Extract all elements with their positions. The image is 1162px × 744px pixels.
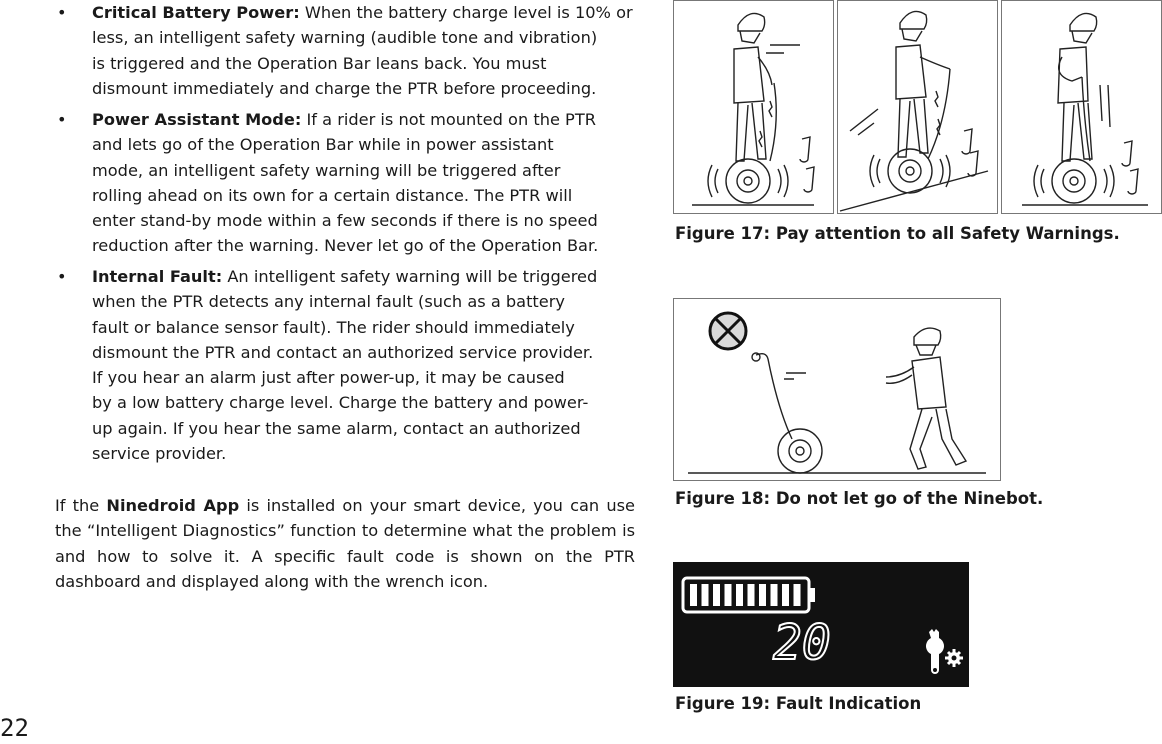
bullet-term: Critical Battery Power:: [92, 3, 300, 22]
bullet-line: When the battery charge level is 10% or: [304, 3, 633, 22]
bullet-dot: •: [57, 110, 67, 129]
paragraph-prefix: If the: [55, 496, 107, 516]
bullet-line: rolling ahead on its own for a certain distance. The PTR will: [92, 185, 573, 205]
bullet-line: If a rider is not mounted on the PTR: [306, 110, 596, 129]
gear-icon: [945, 649, 963, 667]
bullet-line: dismount the PTR and contact an authorized service provider.: [92, 342, 594, 362]
battery-segment: [725, 584, 732, 606]
figure-17-panel-3: [1001, 0, 1162, 214]
battery-segment: [736, 584, 743, 606]
battery-indicator: [683, 578, 815, 612]
bullet-line: when the PTR detects any internal fault (such as a battery: [92, 292, 565, 312]
bullet-line: enter stand-by mode within a few seconds if there is no speed: [92, 211, 598, 231]
figure-17-panel-1: [673, 0, 834, 214]
wrench-icon: [926, 629, 944, 674]
bullet-line: An intelligent safety warning will be triggered: [227, 267, 598, 286]
battery-segments: [690, 584, 801, 606]
battery-segment: [713, 584, 720, 606]
bullet-dot: •: [57, 3, 67, 22]
rider-leaning-back-illustration: [1002, 1, 1161, 213]
bullet-line: If you hear an alarm just after power-up, it may be caused: [92, 368, 565, 388]
page-number: 22: [0, 714, 29, 742]
paragraph-suffix: is installed on your smart device, you can use the “Intelligent Diagnostics” function to determine what the problem is and how to solve it. A specific fault code is shown on the PTR dashboard and displayed along with the wrench icon.: [55, 496, 636, 592]
bullet-line: is triggered and the Operation Bar leans back. You must: [92, 53, 547, 73]
battery-segment: [748, 584, 755, 606]
figure-18: [673, 298, 1001, 481]
bullet-dot: •: [57, 267, 67, 286]
battery-segment: [771, 584, 778, 606]
battery-segment: [794, 584, 801, 606]
figure-17-caption: Figure 17: Pay attention to all Safety Warnings.: [675, 224, 1120, 243]
app-name: Ninedroid App: [106, 496, 240, 516]
bullet-line: by a low battery charge level. Charge the battery and power-: [92, 393, 589, 413]
bullet-critical-battery: [55, 0, 672, 101]
bullet-line: fault or balance sensor fault). The rider should immediately: [92, 317, 575, 337]
bullet-line: and lets go of the Operation Bar while in power assistant: [92, 135, 554, 155]
battery-segment: [690, 584, 697, 606]
bullet-line: mode, an intelligent safety warning will be triggered after: [92, 160, 561, 180]
rider-low-battery-illustration: [674, 1, 833, 213]
prohibited-icon: [710, 313, 746, 349]
dashboard-svg: [673, 562, 969, 687]
figure-19-caption: Figure 19: Fault Indication: [675, 694, 922, 713]
rider-slope-illustration: [838, 1, 997, 213]
diagnostics-paragraph: [55, 493, 635, 594]
bullet-power-assistant: [55, 107, 672, 259]
rider-let-go-illustration: [674, 299, 1000, 480]
bullet-line: service provider.: [92, 444, 227, 464]
battery-segment: [702, 584, 709, 606]
dashboard-display: [673, 562, 969, 687]
bullet-term: Power Assistant Mode:: [92, 110, 302, 129]
fault-code: 20: [773, 615, 831, 671]
figure-18-caption: Figure 18: Do not let go of the Ninebot.: [675, 489, 1044, 508]
bullet-line: up again. If you hear the same alarm, contact an authorized: [92, 418, 581, 438]
bullet-line: less, an intelligent safety warning (audible tone and vibration): [92, 28, 598, 48]
battery-segment: [759, 584, 766, 606]
battery-segment: [782, 584, 789, 606]
bullet-term: Internal Fault:: [92, 267, 223, 286]
bullet-line: reduction after the warning. Never let go of the Operation Bar.: [92, 236, 599, 256]
bullet-internal-fault: [55, 264, 672, 466]
figure-17-panel-2: [837, 0, 998, 214]
bullet-line: dismount immediately and charge the PTR before proceeding.: [92, 78, 597, 98]
